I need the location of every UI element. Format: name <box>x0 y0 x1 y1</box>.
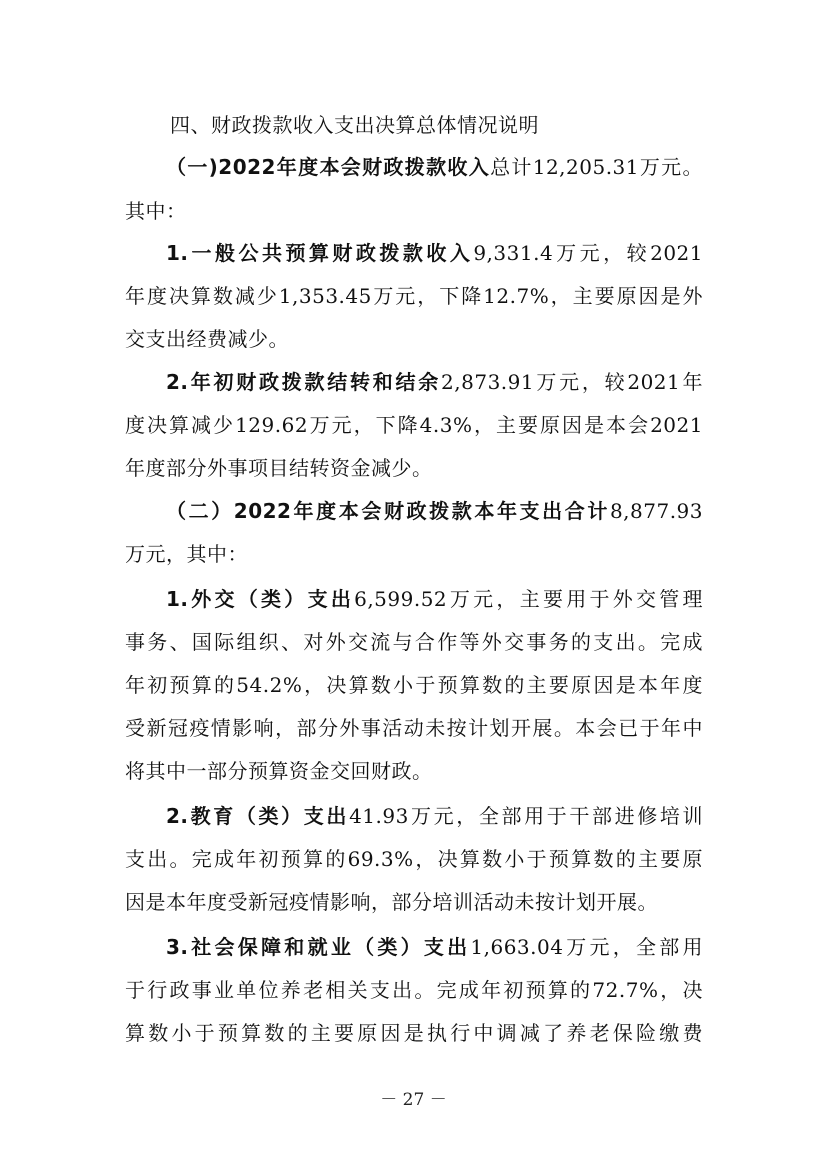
section-heading <box>170 110 710 140</box>
part2-item1-line5 <box>125 756 703 786</box>
part2-item3-text2: 于行政事业单位养老相关支出。完成年初预算的72.7%，决 <box>125 978 703 1002</box>
part1-item2-text3: 年度部分外事项目结转资金减少。 <box>125 456 433 480</box>
part2-item2-text3: 因是本年度受新冠疫情影响，部分培训活动未按计划开展。 <box>125 890 658 914</box>
part1-item1-text3: 交支出经费减少。 <box>125 327 289 351</box>
part1-lead-text: 其中： <box>125 199 187 223</box>
part1-item1-label: 1.一般公共预算财政拨款收入 <box>166 241 474 265</box>
part2-item1-text2: 事务、国际组织、对外交流与合作等外交事务的支出。完成 <box>125 630 703 654</box>
part2-lead-text: 万元，其中： <box>125 542 248 566</box>
part2-item2-label: 2.教育（类）支出 <box>166 804 350 828</box>
part1-item2-label: 2.年初财政拨款结转和结余 <box>166 370 442 394</box>
part1-item1-line2 <box>125 281 703 311</box>
part1-item2-line1 <box>166 367 703 397</box>
part2-item1-text5: 将其中一部分预算资金交回财政。 <box>125 759 433 783</box>
part1-item1-line3 <box>125 324 703 354</box>
part2-item1-text1: 6,599.52万元，主要用于外交管理 <box>354 587 703 611</box>
part2-item2-line3 <box>125 887 703 917</box>
part2-item1-text4: 受新冠疫情影响，部分外事活动未按计划开展。本会已于年中 <box>125 716 703 740</box>
part2-item1-line1 <box>166 584 703 614</box>
part2-item1-text3: 年初预算的54.2%，决算数小于预算数的主要原因是本年度 <box>125 673 703 697</box>
part2-item1-label: 1.外交（类）支出 <box>166 587 355 611</box>
part2-item3-text3: 算数小于预算数的主要原因是执行中调减了养老保险缴费 <box>125 1021 703 1045</box>
part1-lead <box>125 196 703 226</box>
part2-item2-text1: 41.93万元，全部用于干部进修培训 <box>349 804 703 828</box>
part1-item2-text2: 度决算减少129.62万元，下降4.3%，主要原因是本会2021 <box>125 413 703 437</box>
part1-item1-line1 <box>166 238 703 268</box>
part1-title-bold: （一)2022年度本会财政拨款收入 <box>166 155 491 179</box>
part1-item2-line3 <box>125 453 703 483</box>
part1-item1-text2: 年度决算数减少1,353.45万元，下降12.7%，主要原因是外 <box>125 284 703 308</box>
part1-item2-line2 <box>125 410 703 440</box>
part1-title-rest: 总计12,205.31万元。 <box>490 155 703 179</box>
part2-title <box>166 496 703 526</box>
part1-title <box>166 152 703 182</box>
part2-item3-text1: 1,663.04万元，全部用 <box>470 935 703 959</box>
part1-item1-text1: 9,331.4万元，较2021 <box>473 241 703 265</box>
part2-item2-line2 <box>125 844 703 874</box>
part2-item3-line1 <box>166 932 703 962</box>
part2-item1-line3 <box>125 670 703 700</box>
part2-title-bold: （二）2022年度本会财政拨款本年支出合计 <box>166 499 610 523</box>
part2-item2-line1 <box>166 801 703 831</box>
section-heading-text: 四、财政拨款收入支出决算总体情况说明 <box>170 113 539 137</box>
part2-item3-line2 <box>125 975 703 1005</box>
part2-lead <box>125 539 703 569</box>
part1-item2-text1: 2,873.91万元，较2021年 <box>441 370 703 394</box>
part2-item3-label: 3.社会保障和就业（类）支出 <box>166 935 471 959</box>
page-number: － 27 － <box>380 1090 447 1110</box>
part2-item2-text2: 支出。完成年初预算的69.3%，决算数小于预算数的主要原 <box>125 847 703 871</box>
part2-item1-line4 <box>125 713 703 743</box>
part2-item1-line2 <box>125 627 703 657</box>
part2-item3-line3 <box>125 1018 703 1048</box>
part2-title-rest: 8,877.93 <box>609 499 703 523</box>
